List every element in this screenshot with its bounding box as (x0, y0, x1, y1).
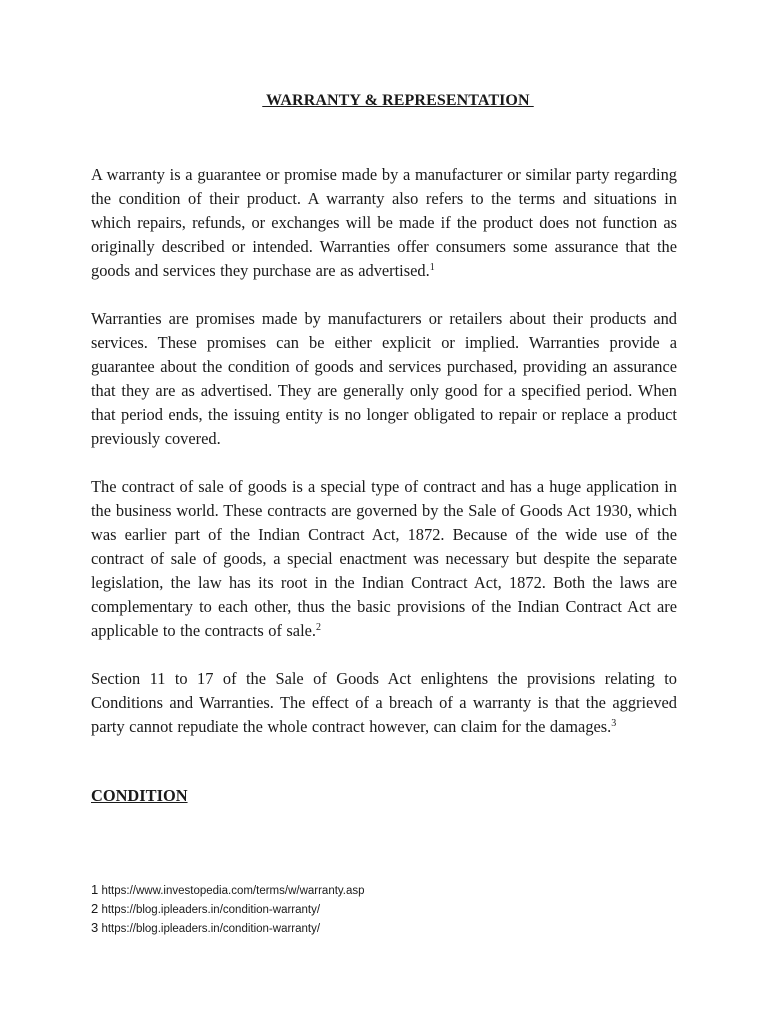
paragraph-4-text: Section 11 to 17 of the Sale of Goods Act enlightens the provisions relating to Conditions and Warranties. The effect of a breach of a warranty is that the aggrieved party cannot repudiate the whole contract however, can claim for the damages. (91, 669, 677, 736)
section-heading-condition: CONDITION (91, 786, 188, 805)
footnote-3-number: 3 (91, 920, 99, 935)
paragraph-2 (91, 307, 677, 451)
footnote-1-number: 1 (91, 882, 99, 897)
footnote-ref-2[interactable]: 2 (316, 622, 322, 633)
document-body (91, 163, 677, 739)
footnote-2-number: 2 (91, 901, 99, 916)
footnote-1-link[interactable]: https://www.investopedia.com/terms/w/warranty.asp (101, 885, 365, 897)
footnote-2 (91, 900, 691, 919)
paragraph-2-text: Warranties are promises made by manufacturers or retailers about their products and services. These promises can be either explicit or implied. Warranties provide a guarantee about the condition of goods and services purchased, providing an assurance that they are as advertised. They are generally only good for a specified period. When that period ends, the issuing entity is no longer obligated to repair or replace a product previously covered. (91, 309, 677, 448)
footnote-ref-1[interactable]: 1 (429, 262, 435, 273)
footnote-ref-3[interactable]: 3 (611, 718, 617, 729)
footnote-1 (91, 881, 691, 900)
footnote-2-link[interactable]: https://blog.ipleaders.in/condition-warranty/ (101, 904, 321, 916)
paragraph-1-text: A warranty is a guarantee or promise made by a manufacturer or similar party regarding the condition of their product. A warranty also refers to the terms and situations in which repairs, refunds, or exchanges will be made if the product does not function as originally described or intended. Warranties offer consumers some assurance that the goods and services they purchase are as advertised. (91, 165, 677, 280)
footnotes (91, 881, 691, 938)
paragraph-3-text: The contract of sale of goods is a special type of contract and has a huge application in the business world. These contracts are governed by the Sale of Goods Act 1930, which was earlier part of the Indian Contract Act, 1872. Because of the wide use of the contract of sale of goods, a special enactment was necessary but despite the separate legislation, the law has its root in the Indian Contract Act, 1872. Both the laws are complementary to each other, thus the basic provisions of the Indian Contract Act are applicable to the contracts of sale. (91, 477, 677, 640)
paragraph-4 (91, 667, 677, 739)
document-title: WARRANTY & REPRESENTATION (262, 92, 534, 109)
footnote-3-link[interactable]: https://blog.ipleaders.in/condition-warranty/ (101, 923, 321, 935)
footnote-3 (91, 919, 691, 938)
paragraph-3 (91, 475, 677, 643)
paragraph-1 (91, 163, 677, 283)
